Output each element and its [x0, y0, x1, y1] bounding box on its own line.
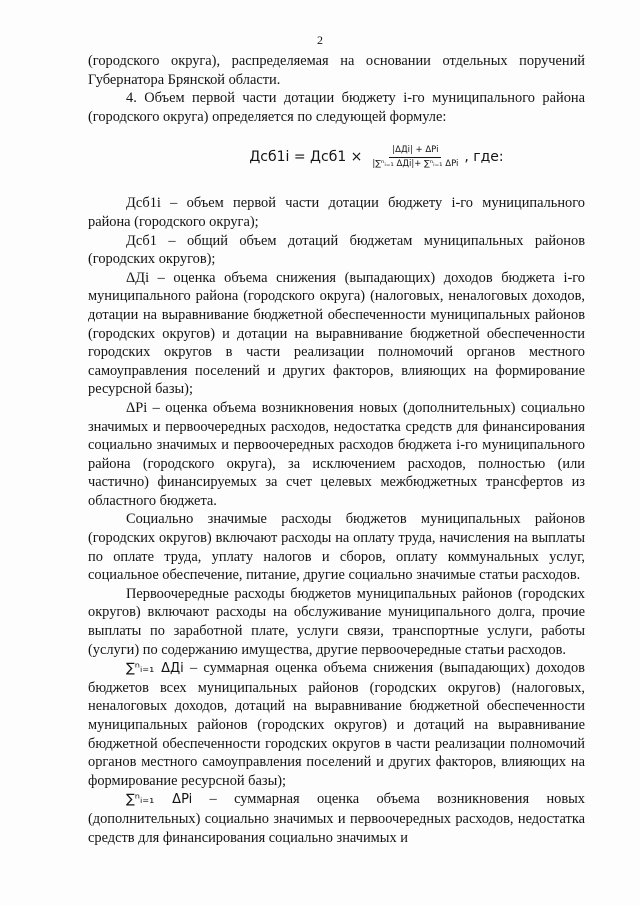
sum-delta-di-symbol: ∑ⁿᵢ₌₁ ΔДi — [126, 661, 184, 677]
sum-delta-pi-symbol: ∑ⁿᵢ₌₁ ΔPi — [126, 792, 193, 808]
paragraph-continuation: (городского округа), распределяемая на основании отдельных поручений Губернатора Брянской области. — [88, 53, 585, 88]
definition-delta-pi: ΔPi – оценка объема возникновения новых (дополнительных) социально значимых и первоочередных расходов, недостатка средств для финансирования социально значимых и первоочередных расходов бюджета i-го муниципального района (городского округа), за исключением расходов, полностью (или частично) финансируемых за счет целевых межбюджетных трансфертов из областного бюджета. — [88, 399, 585, 509]
definition-sum-delta-pi — [88, 790, 585, 847]
definition-dsb1i: Дсб1i – объем первой части дотации бюджету i-го муниципального района (городского округа); — [88, 195, 585, 230]
page-number: 2 — [317, 33, 323, 47]
sum-delta-pi-text: – суммарная оценка объема возникновения новых (дополнительных) социально значимых и первоочередных расходов, недостатка средств для финансирования социально значимых и — [88, 791, 585, 846]
formula-fraction — [369, 145, 461, 170]
sum-delta-di-text: – суммарная оценка объема снижения (выпадающих) доходов бюджетов всех муниципальных районов (городских округов) (налоговых, неналоговых доходов, дотаций на выравнивание бюджетной обеспеченности муниципальных районов (городских округов) и дотаций на выравнивание бюджетной обеспеченности городских округов в части реализации полномочий органов местного самоуправления поселений и других факторов, влияющих на формирование ресурсной базы); — [88, 660, 585, 789]
formula-numerator: |ΔДi| + ΔPi — [389, 145, 441, 158]
formula-suffix: , где: — [464, 149, 504, 166]
formula-lhs: Дсб1i = Дсб1 × — [249, 149, 363, 166]
definition-dsb1: Дсб1 – общий объем дотаций бюджетам муниципальных районов (городских округов); — [88, 232, 585, 268]
definition-delta-di: ΔДi – оценка объема снижения (выпадающих) доходов бюджета i-го муниципального района (городского округа) (налоговых, неналоговых доходов, дотации на выравнивание бюджетной обеспеченности муниципальных районов (городских округов) и дотации на выравнивание бюджетной обеспеченности городских округов в части реализации полномочий органов местного самоуправления поселений и других факторов, влияющих на формирование ресурсной базы); — [88, 269, 585, 398]
paragraph-item-4: 4. Объем первой части дотации бюджету i-го муниципального района (городского округа) определяется по следующей формуле: — [88, 90, 585, 125]
formula — [88, 130, 585, 184]
paragraph-priority-expenses: Первоочередные расходы бюджетов муниципальных районов (городских округов) включают расходы на обслуживание муниципального долга, прочие выплаты по заработной плате, услуги связи, транспортные услуги, работы (услуги) по содержанию имущества, другие первоочередные статьи расходов. — [88, 585, 585, 658]
paragraph-social-expenses: Социально значимые расходы бюджетов муниципальных районов (городских округов) включают расходы на оплату труда, начисления на выплаты по оплате труда, уплату налогов и сборов, оплату коммунальных услуг, социальное обеспечение, питание, другие социально значимые статьи расходов. — [88, 511, 585, 584]
definition-sum-delta-di — [88, 659, 585, 790]
document-body — [88, 52, 585, 847]
formula-denominator: |∑ⁿᵢ₌₁ ΔДi|+ ∑ⁿᵢ₌₁ ΔPi — [372, 158, 459, 169]
